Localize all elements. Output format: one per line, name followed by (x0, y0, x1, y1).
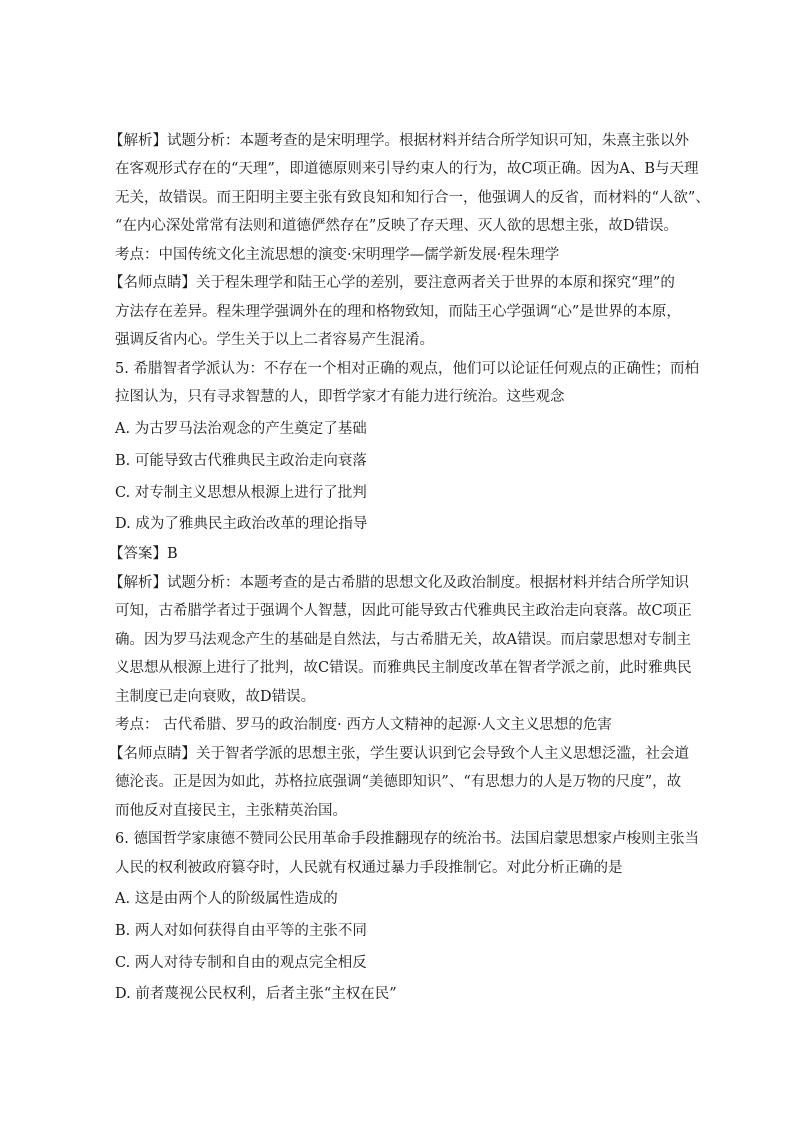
exam-point-q5: 考点： 古代希腊、罗马的政治制度· 西方人文精神的起源·人文主义思想的危害 (115, 717, 612, 733)
tip-q4-line-3: 强调反省内心。学生关于以上二者容易产生混淆。 (115, 332, 434, 348)
question-6-stem-line-1: 6. 德国哲学家康德不赞同公民用革命手段推翻现存的统治书。法国启蒙思想家卢梭则主张当 (115, 831, 699, 847)
question-6-option-d: D. 前者蔑视公民权利，后者主张“主权在民” (115, 986, 397, 1002)
analysis-q5-line-2: 可知，古希腊学者过于强调个人智慧，因此可能导致古代雅典民主政治走向衰落。故C项正 (115, 603, 692, 619)
analysis-q4-line-2: 在客观形式存在的“天理”，即道德原则来引导约束人的行为，故C项正确。因为A、B与天理 (115, 161, 699, 177)
question-6-option-c: C. 两人对待专制和自由的观点完全相反 (115, 955, 367, 971)
tip-q4-line-2: 方法存在差异。程朱理学强调外在的理和格物致知，而陆王心学强调“心”是世界的本原， (115, 304, 681, 320)
answer-q5: 【答案】B (109, 546, 178, 562)
question-5-stem-line-1: 5. 希腊智者学派认为：不存在一个相对正确的观点，他们可以论证任何观点的正确性；而柏 (115, 361, 699, 377)
analysis-q4-line-4: “在内心深处常常有法则和道德俨然存在”反映了存天理、灭人欲的思想主张，故D错误。 (115, 218, 678, 234)
question-6-option-b: B. 两人对如何获得自由平等的主张不同 (115, 923, 367, 939)
question-5-stem-line-2: 拉图认为，只有寻求智慧的人，即哲学家才有能力进行统治。这些观念 (115, 389, 565, 405)
tip-q5-line-1: 【名师点睛】关于智者学派的思想主张，学生要认识到它会导致个人主义思想泛滥，社会道 (109, 746, 689, 762)
analysis-q4-line-3: 无关，故错误。而王阳明主要主张有致良知和知行合一，他强调人的反省，而材料的“人欲”、 (115, 190, 710, 206)
analysis-q5-line-5: 主制度已走向衰败，故D错误。 (115, 689, 316, 705)
analysis-q4-line-1: 【解析】试题分析：本题考查的是宋明理学。根据材料并结合所学知识可知，朱熹主张以外 (109, 133, 689, 149)
question-6-stem-line-2: 人民的权利被政府篡夺时，人民就有权通过暴力手段推制它。对此分析正确的是 (115, 860, 623, 876)
tip-q5-line-3: 而他反对直接民主，主张精英治国。 (115, 803, 347, 819)
tip-q5-line-2: 德沦丧。正是因为如此，苏格拉底强调“美德即知识”、“有思想力的人是万物的尺度”，故 (115, 774, 682, 790)
question-5-option-d: D. 成为了雅典民主政治改革的理论指导 (115, 516, 368, 532)
question-6-option-a: A. 这是由两个人的阶级属性造成的 (115, 891, 338, 907)
analysis-q5-line-1: 【解析】试题分析：本题考查的是古希腊的思想文化及政治制度。根据材料并结合所学知识 (109, 575, 689, 591)
tip-q4-line-1: 【名师点睛】关于程朱理学和陆王心学的差别，要注意两者关于世界的本原和探究“理”的 (109, 275, 675, 291)
question-5-option-c: C. 对专制主义思想从根源上进行了批判 (115, 485, 367, 501)
exam-point-q4: 考点：中国传统文化主流思想的演变·宋明理学—儒学新发展·程朱理学 (115, 247, 560, 263)
analysis-q5-line-3: 确。因为罗马法观念产生的基础是自然法，与古希腊无关，故A错误。而启蒙思想对专制主 (115, 632, 691, 648)
question-5-option-b: B. 可能导致古代雅典民主政治走向衰落 (115, 453, 367, 469)
question-5-option-a: A. 为古罗马法治观念的产生奠定了基础 (115, 421, 367, 437)
analysis-q5-line-4: 义思想从根源上进行了批判，故C错误。而雅典民主制度改革在智者学派之前，此时雅典民 (115, 660, 692, 676)
